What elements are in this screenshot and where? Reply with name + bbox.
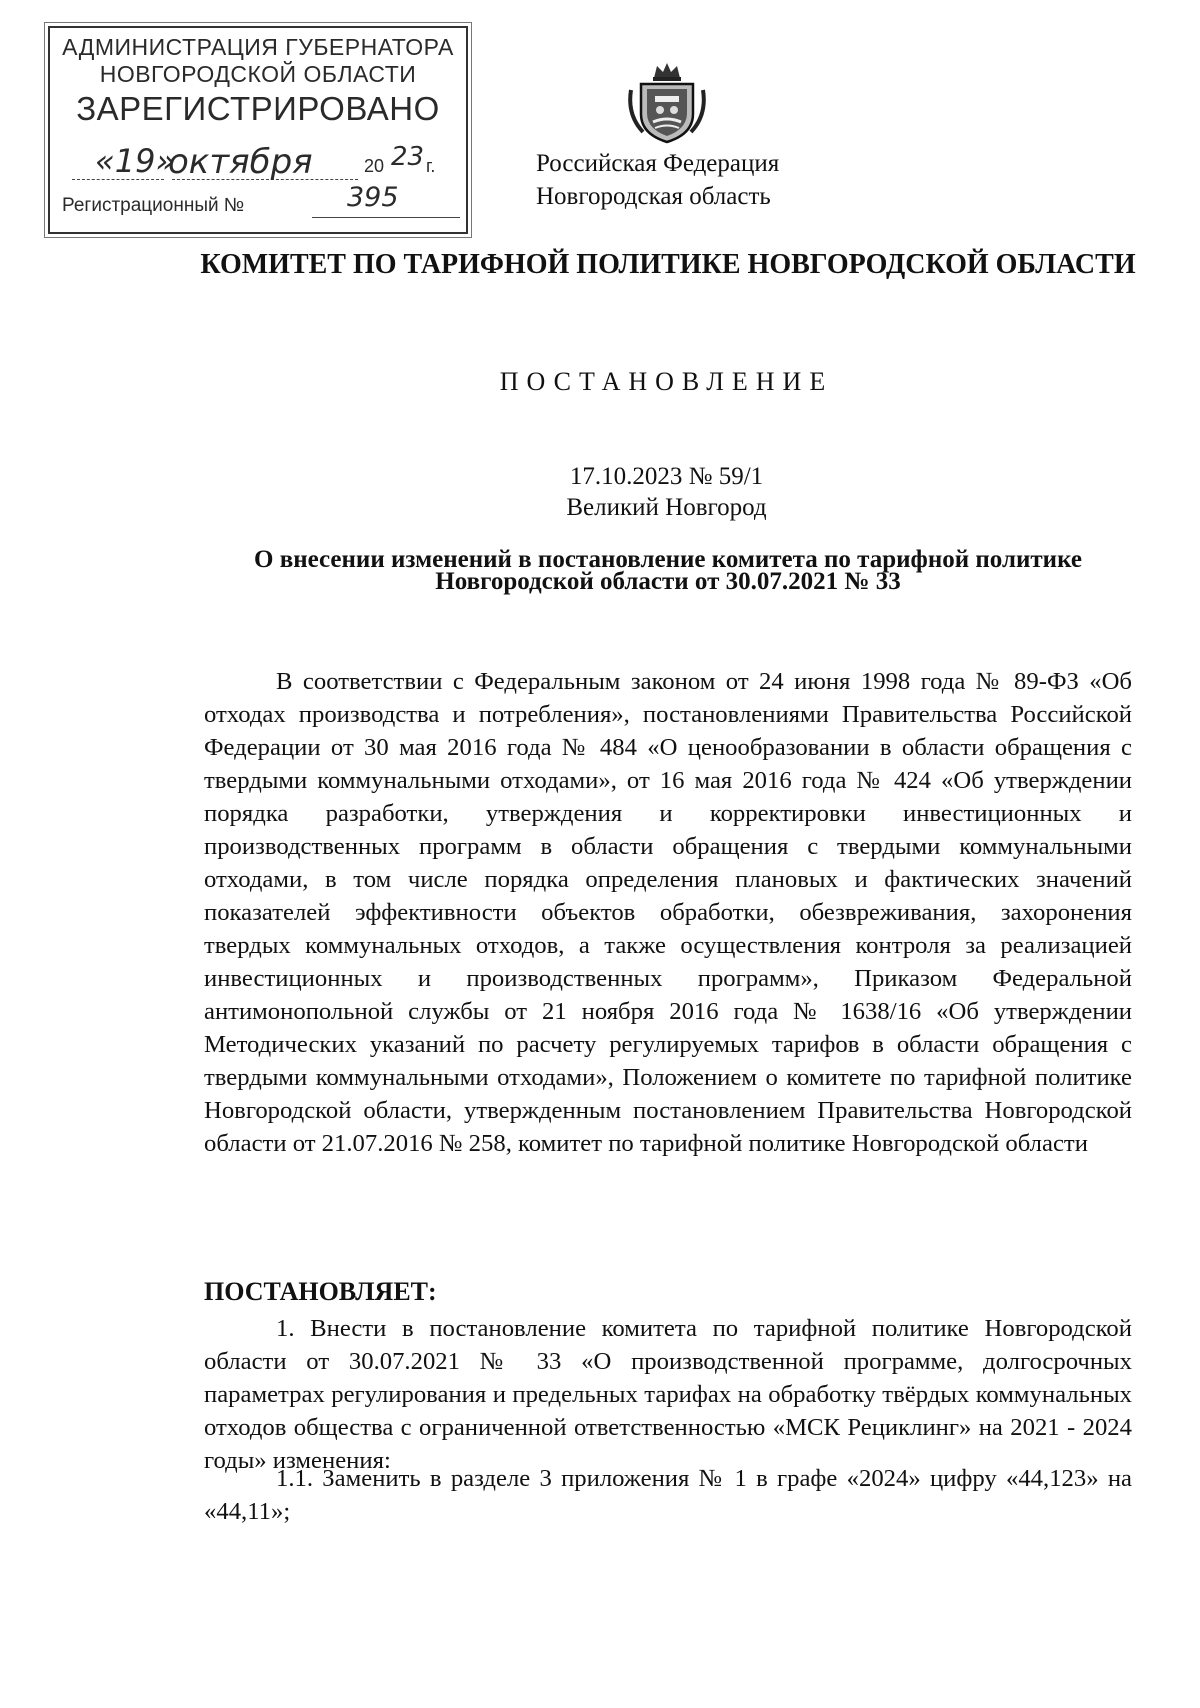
document-city: Великий Новгород [566, 494, 767, 521]
stamp-day: «19» [95, 142, 176, 180]
region-name: Новгородская область [536, 183, 771, 210]
intro-text: В соответствии с Федеральным законом от 24 июня 1998 года № 89-ФЗ «Об отходах производства и потребления», постановлениями Правительства Российской Федерации от 30 мая 2016 года № 484 «О ценообразовании в области обращения с твердыми коммунальными отходами», от 16 мая 2016 года № 424 «Об утверждении порядка разработки, утверждения и корректировки инвестиционных и производственных программ в области обращения с твердыми коммунальными отходами, в том числе порядка определения плановых и фактических значений показателей эффективности объектов обработки, обезвреживания, захоронения твердых коммунальных отходов, а также осуществления контроля за реализацией инвестиционных и производственных программ», Приказом Федеральной антимонопольной службы от 21 ноября 2016 года № 1638/16 «Об утверждении Методических указаний по расчету регулируемых тарифов в области обращения с твердыми коммунальными отходами», Положением о комитете по тарифной политике Новгородской области, утвержденным постановлением Правительства Новгородской области от 21.07.2016 № 258, комитет по тарифной политике Новгородской области [204, 668, 1132, 1157]
stamp-date-row [50, 142, 466, 182]
stamp-organization-line2: НОВГОРОДСКОЙ ОБЛАСТИ [99, 61, 417, 87]
country-name: Российская Федерация [536, 150, 780, 177]
document-type: ПОСТАНОВЛЕНИЕ [499, 367, 834, 396]
resolve-heading: ПОСТАНОВЛЯЕТ: [204, 1277, 437, 1306]
item-1-1-paragraph [204, 1462, 1132, 1528]
item-1-1-text: 1.1. Заменить в разделе 3 приложения № 1 в графе «2024» цифру «44,123» на «44,11»; [204, 1465, 1132, 1525]
country-region [536, 147, 779, 213]
stamp-registered-label: ЗАРЕГИСТРИРОВАНО [76, 90, 440, 127]
coat-of-arms-icon [627, 60, 707, 144]
stamp-organization-line1: АДМИНИСТРАЦИЯ ГУБЕРНАТОРА [62, 34, 454, 60]
date-number-block [0, 461, 1200, 523]
stamp-reg-number: 395 [347, 182, 399, 213]
document-date-number: 17.10.2023 № 59/1 [569, 463, 764, 490]
document-subject: О внесении изменений в постановление комитета по тарифной политике Новгородской области от 30.07.2021 № 33 [254, 546, 1082, 595]
item-1-paragraph [204, 1312, 1132, 1477]
committee-title: КОМИТЕТ ПО ТАРИФНОЙ ПОЛИТИКЕ НОВГОРОДСКОЙ ОБЛАСТИ [200, 249, 1136, 280]
stamp-reg-number-label: Регистрационный № [62, 195, 245, 216]
intro-paragraph [204, 665, 1132, 1160]
item-1-text: 1. Внести в постановление комитета по тарифной политике Новгородской области от 30.07.2021 № 33 «О производственной программе, долгосрочных параметрах регулирования и предельных тарифах на обработку твёрдых коммунальных отходов общества с ограниченной ответственностью «МСК Рециклинг» на 2021 - 2024 годы» изменения: [204, 1315, 1132, 1474]
stamp-year-suffix: 23 [391, 142, 425, 172]
stamp-number-line [312, 217, 460, 218]
stamp-month: октября [168, 142, 313, 182]
stamp-year-unit: г. [426, 156, 436, 176]
stamp-year-prefix: 20 [364, 156, 385, 176]
registration-stamp [48, 26, 468, 234]
